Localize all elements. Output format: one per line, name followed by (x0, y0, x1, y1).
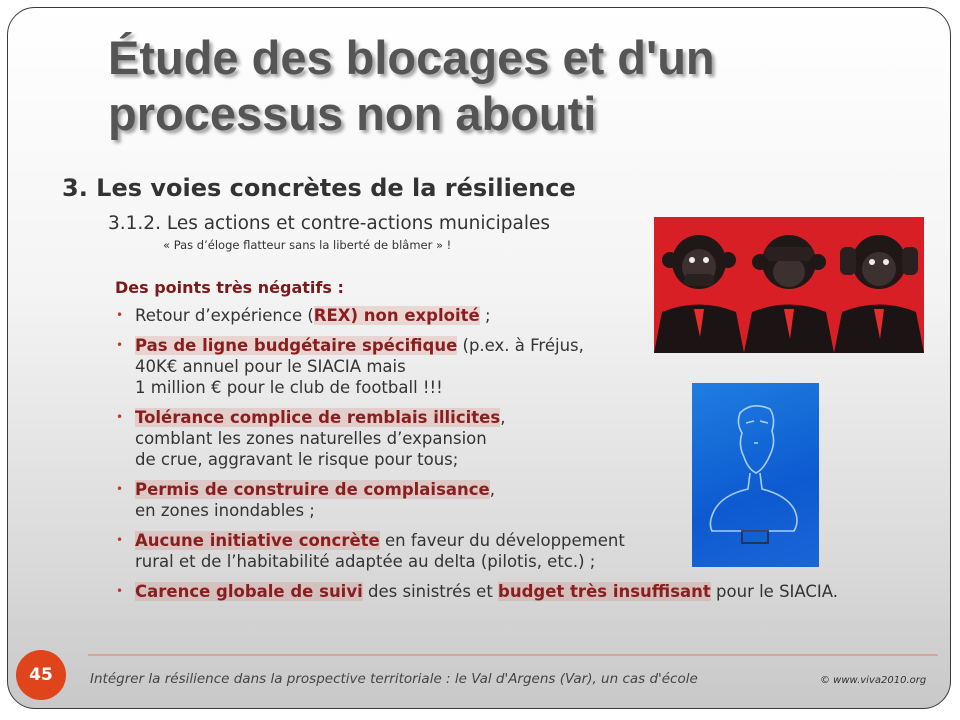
negative-points-heading: Des points très négatifs : (115, 278, 344, 297)
list-item: • Pas de ligne budgétaire spécifique (p.ex. à Fréjus, 40K€ annuel pour le SIACIA mais 1 million € pour le club de football !!! (116, 336, 584, 397)
highlight-text: budget très insuffisant (498, 582, 711, 601)
subsection-heading: 3.1.2. Les actions et contre-actions municipales (108, 213, 551, 234)
bullet-icon: • (116, 410, 124, 424)
highlight-text: REX) non exploité (313, 306, 480, 325)
section-heading: 3. Les voies concrètes de la résilience (62, 174, 576, 202)
highlight-text: Permis de construire de complaisance (135, 480, 490, 499)
highlight-text: Tolérance complice de remblais illicites (135, 408, 501, 427)
footer-divider (88, 654, 938, 656)
bullet-icon: • (116, 482, 124, 496)
list-item: • Retour d’expérience (REX) non exploité ; (116, 306, 491, 325)
bullet-icon: • (116, 308, 124, 322)
slide (7, 7, 951, 709)
list-item: • Carence globale de suivi des sinistrés et budget très insuffisant pour le SIACIA. (116, 582, 839, 601)
footer-text: Intégrer la résilience dans la prospective territoriale : le Val d'Argens (Var), un cas d'école (90, 671, 698, 687)
copyright-text: © www.viva2010.org (820, 675, 927, 686)
bullet-icon: • (116, 338, 124, 352)
list-item: • Tolérance complice de remblais illicites, comblant les zones naturelles d’expansion de crue, aggravant le risque pour tous; (116, 408, 506, 469)
slide-title: Étude des blocages et d'un processus non abouti (108, 31, 715, 140)
negative-points-list (112, 305, 912, 611)
bullet-icon: • (116, 533, 124, 547)
highlight-text: Aucune initiative concrète (135, 531, 380, 550)
quote: « Pas d’éloge flatteur sans la liberté de blâmer » ! (163, 238, 452, 252)
list-item: • Permis de construire de complaisance, en zones inondables ; (116, 480, 495, 520)
highlight-text: Carence globale de suivi (135, 582, 363, 601)
page-number-badge: 45 (16, 650, 66, 700)
list-item: • Aucune initiative concrète en faveur du développement rural et de l’habitabilité adaptée au delta (pilotis, etc.) ; (116, 531, 625, 571)
bullet-icon: • (116, 584, 124, 598)
highlight-text: Pas de ligne budgétaire spécifique (135, 336, 458, 355)
